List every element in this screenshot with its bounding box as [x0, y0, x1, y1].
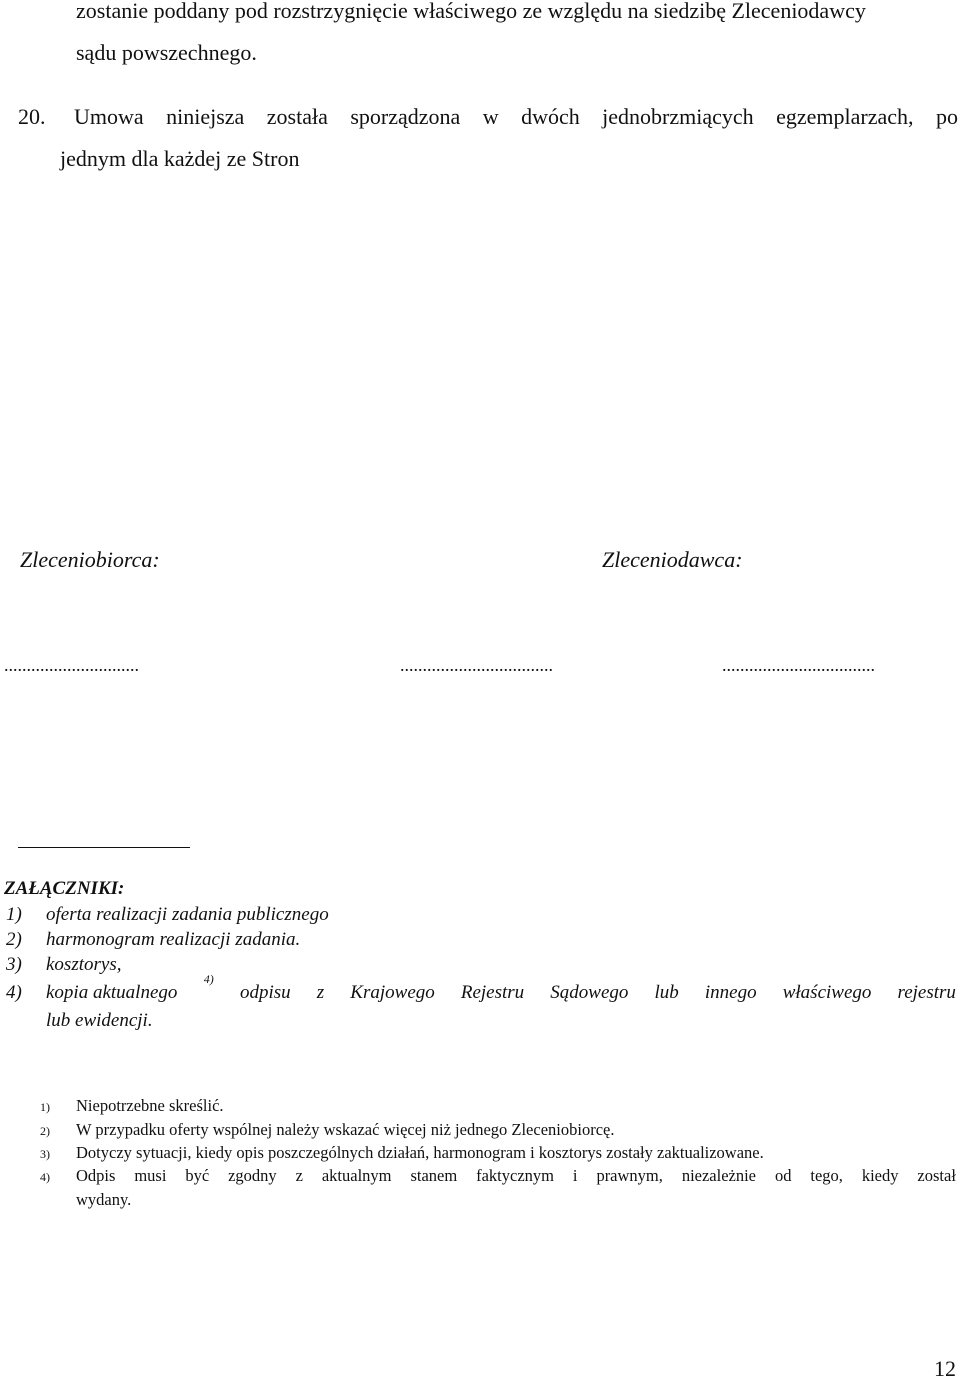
paragraph-19-line-1: zostanie poddany pod rozstrzygnięcie właściwego ze względu na siedzibę Zleceniodawcy	[76, 0, 866, 23]
signature-dots-3: ..................................	[722, 655, 875, 675]
paragraph-20-line-2: jednym dla każdej ze Stron	[60, 146, 300, 171]
attachment-item-4-line-2: lub ewidencji.	[46, 1010, 153, 1031]
attachment-number: 4)	[6, 982, 22, 1003]
word: Umowa	[74, 104, 144, 129]
footnote-4-line-2: wydany.	[76, 1190, 132, 1209]
word: i	[572, 1166, 578, 1185]
word: rejestru	[897, 982, 956, 1003]
attachment-item-4	[6, 972, 956, 1006]
word: egzemplarzach,	[776, 104, 914, 129]
word: musi	[134, 1166, 167, 1185]
word: od	[774, 1166, 792, 1185]
word: być	[185, 1166, 210, 1185]
word: właściwego	[782, 982, 872, 1003]
attachment-number: 3)	[6, 954, 22, 975]
footnote-3	[40, 1143, 960, 1163]
word: dwóch	[521, 104, 580, 129]
attachment-text-line-1	[46, 972, 956, 1004]
client-label: Zleceniodawca:	[602, 547, 743, 572]
footnote-2	[40, 1120, 960, 1140]
paragraph-20-line-1-words	[74, 106, 958, 128]
paragraph-20-line-1	[74, 106, 958, 128]
attachment-text: kosztorys,	[46, 954, 122, 975]
attachment-item-1	[6, 904, 946, 928]
word: Odpis	[76, 1166, 116, 1185]
signature-dots-2: ..................................	[400, 655, 553, 675]
word: lub	[654, 982, 679, 1003]
word: niezależnie	[681, 1166, 757, 1185]
word: prawnym,	[596, 1166, 663, 1185]
footnote-text: Dotyczy sytuacji, kiedy opis poszczególnych działań, harmonogram i kosztorys zostały zaktualizowane.	[76, 1143, 764, 1162]
page-number: 12	[934, 1356, 956, 1381]
attachment-number: 2)	[6, 929, 22, 950]
attachment-text-before: kopia aktualnego	[46, 982, 178, 1003]
footnote-4	[40, 1166, 956, 1186]
attachment-item-2	[6, 929, 946, 953]
attachment-text-after	[240, 982, 956, 1004]
word: faktycznym	[476, 1166, 554, 1185]
word: jednobrzmiących	[602, 104, 754, 129]
footnote-number: 2)	[40, 1124, 50, 1138]
word: aktualnym	[321, 1166, 392, 1185]
word: po	[935, 104, 958, 129]
word: zgodny	[228, 1166, 277, 1185]
word: niniejsza	[166, 104, 245, 129]
word: z	[316, 982, 325, 1003]
word: odpisu	[239, 982, 291, 1003]
word: w	[482, 104, 499, 129]
attachment-footnote-ref: 4)	[203, 972, 214, 986]
footnote-number: 3)	[40, 1147, 50, 1161]
attachment-number: 1)	[6, 904, 22, 925]
word: Sądowego	[550, 982, 629, 1003]
footnote-text: W przypadku oferty wspólnej należy wskazać więcej niż jednego Zleceniobiorcę.	[76, 1120, 615, 1139]
attachment-text: oferta realizacji zadania publicznego	[46, 904, 329, 925]
word: została	[266, 104, 328, 129]
footnote-separator	[18, 847, 190, 848]
word: kiedy	[861, 1166, 899, 1185]
word: innego	[704, 982, 757, 1003]
footnote-number: 1)	[40, 1100, 50, 1114]
word: Rejestru	[460, 982, 525, 1003]
word: sporządzona	[350, 104, 461, 129]
footnote-1	[40, 1096, 960, 1116]
signature-dots-1: ..............................	[4, 655, 139, 675]
word: Krajowego	[350, 982, 435, 1003]
word: został	[917, 1166, 956, 1185]
footnote-4-line-1	[76, 1166, 956, 1186]
word: z	[295, 1166, 303, 1185]
attachment-item-3	[6, 954, 946, 978]
attachment-text: harmonogram realizacji zadania.	[46, 929, 301, 950]
word: stanem	[410, 1166, 458, 1185]
footnote-text: Niepotrzebne skreślić.	[76, 1096, 224, 1115]
attachments-title: ZAŁĄCZNIKI:	[4, 878, 125, 899]
contractor-label: Zleceniobiorca:	[20, 547, 160, 572]
footnote-number: 4)	[40, 1170, 50, 1184]
paragraph-20-number: 20.	[18, 104, 46, 129]
word: tego,	[810, 1166, 843, 1185]
paragraph-19-line-2: sądu powszechnego.	[76, 40, 257, 65]
